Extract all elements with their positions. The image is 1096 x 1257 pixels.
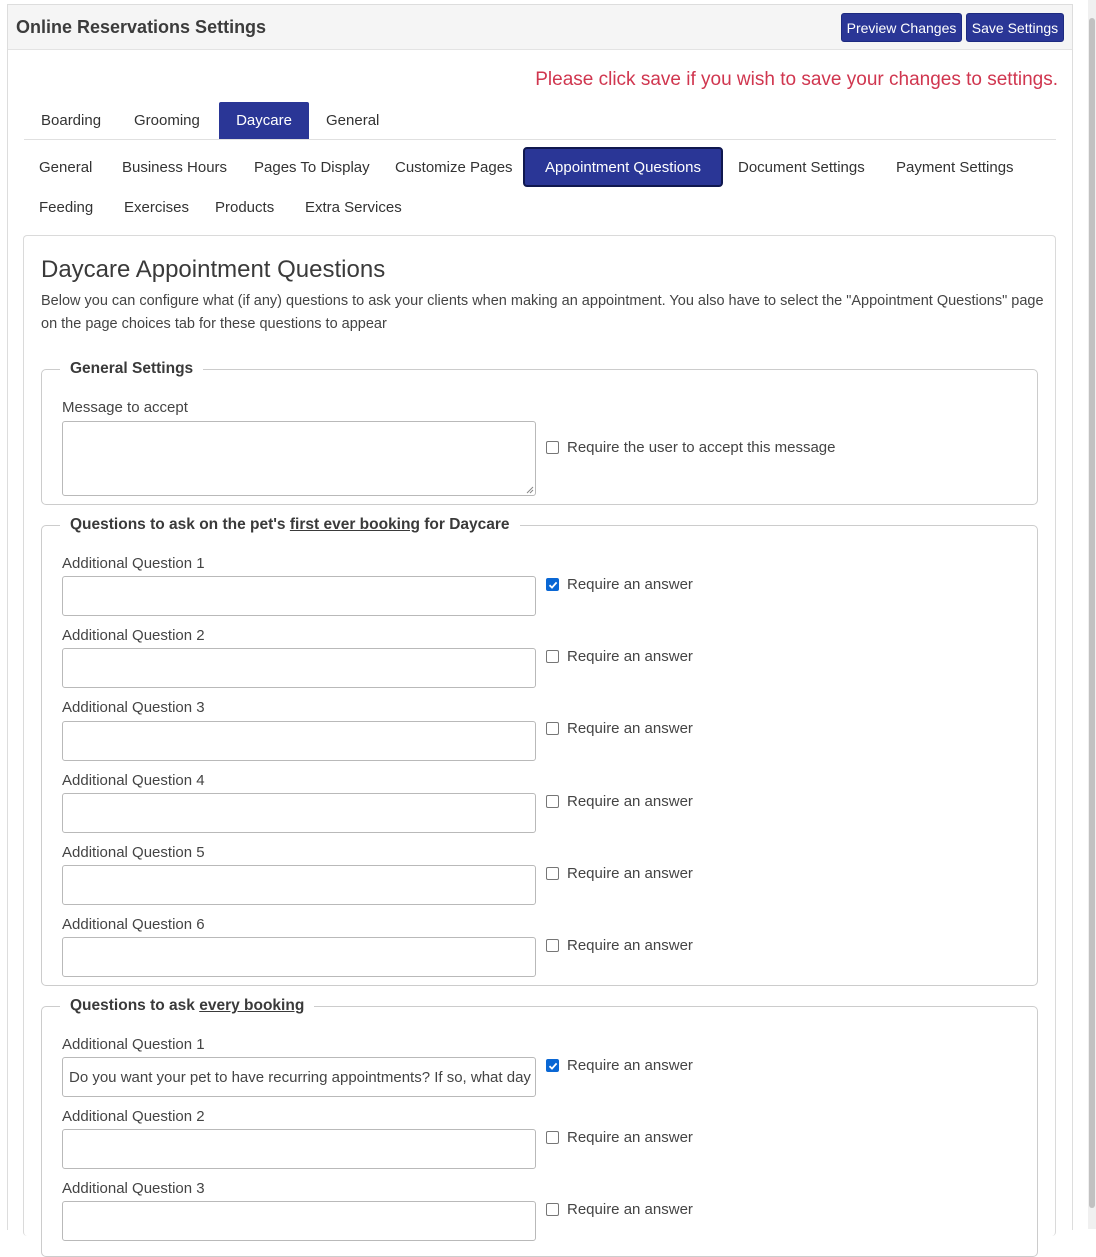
checkmark-icon [548,580,558,590]
require-answer-row[interactable] [546,937,693,954]
question-label: Additional Question 2 [62,1108,205,1125]
legend-prefix: Questions to ask [70,997,200,1014]
section-title: Daycare Appointment Questions [41,256,386,283]
require-answer-label: Require an answer [567,1057,693,1074]
require-answer-row[interactable] [546,865,693,882]
save-settings-button[interactable]: Save Settings [966,13,1064,42]
save-warning-message: Please click save if you wish to save your changes to settings. [535,69,1058,90]
first-booking-legend [60,516,520,534]
question-input[interactable] [62,1129,536,1169]
tab-grooming[interactable]: Grooming [134,112,200,129]
require-answer-label: Require an answer [567,793,693,810]
page-title: Online Reservations Settings [16,17,267,37]
require-answer-label: Require an answer [567,720,693,737]
question-label: Additional Question 5 [62,844,205,861]
question-input[interactable] [62,865,536,905]
question-label: Additional Question 3 [62,1180,205,1197]
subtab-feeding[interactable]: Feeding [39,198,94,216]
require-answer-row[interactable] [546,1129,693,1146]
tab-general-service[interactable]: General [326,112,380,129]
section-description: Below you can configure what (if any) questions to ask your clients when making an appointment. You also have to select the "Appointment Questions" page on the page choices tab for these questions to appear [41,293,1044,332]
question-input[interactable] [62,937,536,977]
require-answer-label: Require an answer [567,1129,693,1146]
subtab-pages-to-display[interactable]: Pages To Display [254,158,370,176]
legend-prefix: Questions to ask on the pet's [70,516,290,533]
tab-daycare[interactable]: Daycare [219,102,309,139]
subtab-appointment-questions[interactable]: Appointment Questions [523,147,723,187]
require-answer-checkbox[interactable] [546,1059,559,1072]
content-card [23,235,1056,1236]
accept-message-checkbox-row[interactable] [546,439,835,456]
require-answer-label: Require an answer [567,865,693,882]
question-label: Additional Question 6 [62,916,205,933]
require-answer-row[interactable] [546,576,693,593]
panel-header [8,5,1072,50]
require-answer-checkbox[interactable] [546,1203,559,1216]
require-answer-checkbox[interactable] [546,578,559,591]
subtab-exercises[interactable]: Exercises [124,198,190,216]
subtab-customize-pages[interactable]: Customize Pages [395,158,513,176]
accept-message-checkbox[interactable] [546,441,559,454]
require-answer-checkbox[interactable] [546,722,559,735]
require-answer-checkbox[interactable] [546,939,559,952]
resize-grip-icon[interactable] [526,486,534,494]
require-answer-label: Require an answer [567,1201,693,1218]
require-answer-checkbox[interactable] [546,795,559,808]
question-input[interactable] [62,648,536,688]
message-to-accept-textarea[interactable] [62,421,536,496]
question-label: Additional Question 4 [62,772,205,789]
require-answer-checkbox[interactable] [546,867,559,880]
require-answer-checkbox[interactable] [546,650,559,663]
every-booking-fieldset [41,997,1038,1257]
every-booking-legend [60,997,314,1015]
checkmark-icon [548,1061,558,1071]
question-input[interactable] [62,1201,536,1241]
vertical-scrollbar[interactable] [1088,0,1096,1229]
subtab-payment-settings[interactable]: Payment Settings [896,158,1014,176]
service-tabs [24,102,1056,140]
subtab-general[interactable]: General [39,158,93,176]
require-answer-label: Require an answer [567,576,693,593]
question-label: Additional Question 1 [62,555,205,572]
subtab-products[interactable]: Products [215,198,275,216]
scrollbar-thumb[interactable] [1089,18,1095,1208]
require-answer-checkbox[interactable] [546,1131,559,1144]
question-input[interactable] [62,721,536,761]
message-to-accept-label: Message to accept [62,399,188,416]
tab-boarding[interactable]: Boarding [41,112,102,129]
first-booking-fieldset [41,516,1038,986]
question-input[interactable] [62,793,536,833]
require-answer-row[interactable] [546,793,693,810]
require-answer-row[interactable] [546,720,693,737]
subtab-business-hours[interactable]: Business Hours [122,158,228,176]
legend-suffix: for Daycare [419,516,510,533]
accept-message-checkbox-label: Require the user to accept this message [567,439,836,456]
question-input[interactable] [62,576,536,616]
require-answer-label: Require an answer [567,648,693,665]
legend-emphasis: first ever booking [289,516,420,533]
preview-changes-button[interactable]: Preview Changes [841,13,962,42]
require-answer-row[interactable] [546,648,693,665]
question-label: Additional Question 1 [62,1036,205,1053]
question-input[interactable]: Do you want your pet to have recurring appointments? If so, what day [62,1057,536,1097]
general-settings-legend: General Settings [70,360,194,377]
general-settings-fieldset [41,360,1038,505]
subtab-extra-services[interactable]: Extra Services [305,198,402,216]
require-answer-row[interactable] [546,1201,693,1218]
legend-emphasis: every booking [199,997,305,1014]
require-answer-row[interactable] [546,1057,693,1074]
question-label: Additional Question 3 [62,699,205,716]
settings-panel [7,4,1073,1230]
subtab-document-settings[interactable]: Document Settings [738,158,865,176]
question-label: Additional Question 2 [62,627,205,644]
require-answer-label: Require an answer [567,937,693,954]
